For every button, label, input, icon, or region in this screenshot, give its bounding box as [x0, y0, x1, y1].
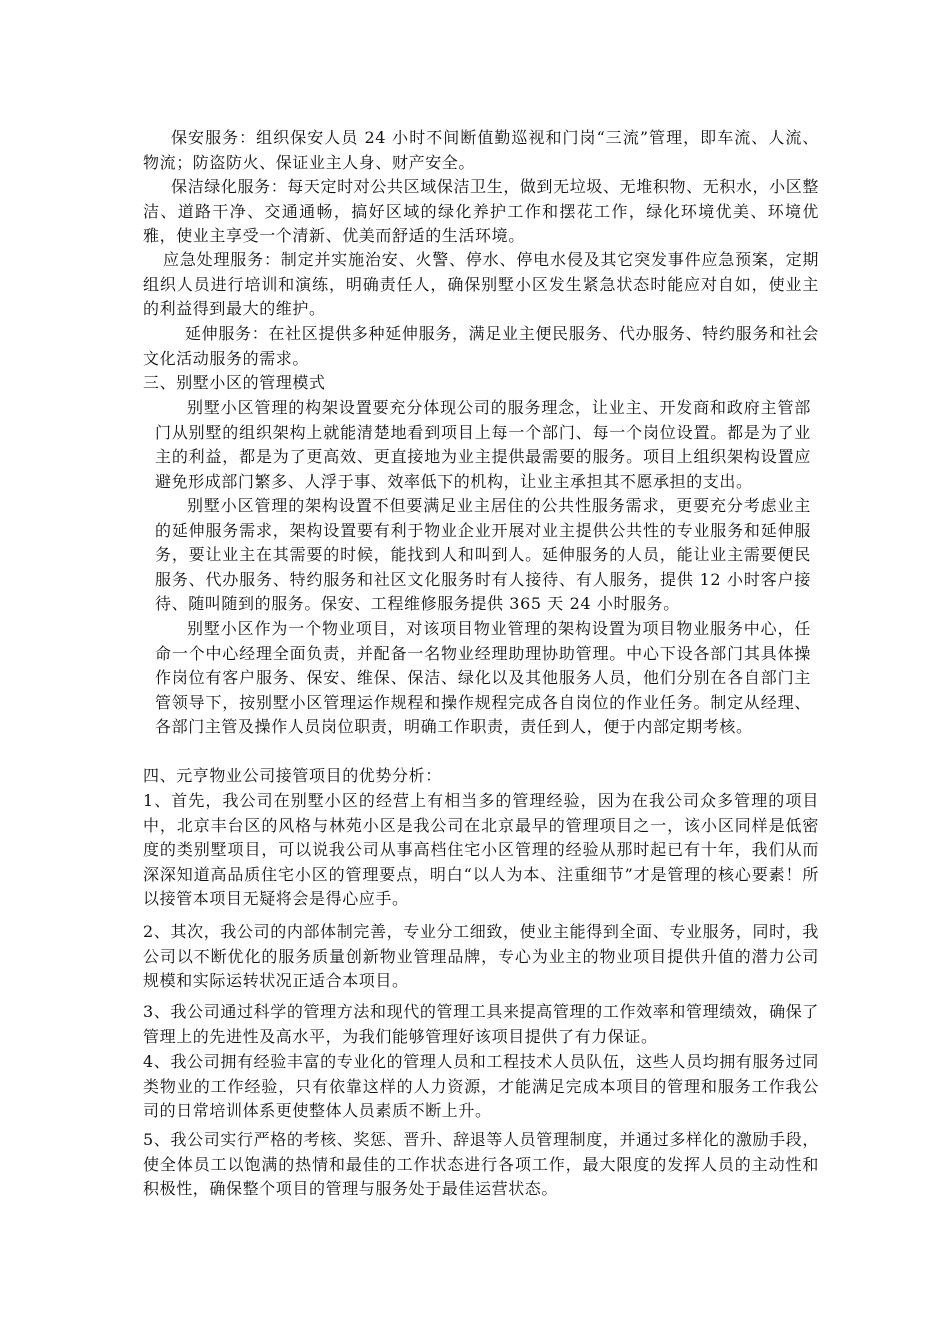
paragraph-advantage-2: 2、其次，我公司的内部体制完善，专业分工细致，使业主能得到全面、专业服务，同时，我公司以不断优化的服务质量创新物业管理品牌，专心为业主的物业项目提供升值的潜力公司规模和实际运转状况正适合本项目。 [143, 922, 819, 990]
paragraph-advantage-5: 5、我公司实行严格的考核、奖惩、晋升、辞退等人员管理制度，并通过多样化的激励手段，使全体员工以饱满的热情和最佳的工作状态进行各项工作，最大限度的发挥人员的主动性和积极性，确保整个项目的管理与服务处于最佳运营状态。 [143, 1130, 819, 1198]
paragraph-advantage-1: 1、首先，我公司在别墅小区的经营上有相当多的管理经验，因为在我公司众多管理的项目中，北京丰台区的风格与林苑小区是我公司在北京最早的管理项目之一，该小区同样是低密度的类别墅项目，可以说我公司从事高档住宅小区管理的经验从那时起已有十年，我们从而深深知道高品质住宅小区的管理要点，明白“以人为本、注重细节”才是管理的核心要素！所以接管本项目无疑将会是得心应手。 [143, 791, 819, 908]
paragraph-management-mode-1: 别墅小区管理的构架设置要充分体现公司的服务理念，让业主、开发商和政府主管部门从别墅的组织架构上就能清楚地看到项目上每一个部门、每一个岗位设置。都是为了业主的利益，都是为了更高效、更直接地为业主提供最需要的服务。项目上组织架构设置应避免形成部门繁多、人浮于事、效率低下的机构，让业主承担其不愿承担的支出。 [155, 398, 811, 491]
paragraph-management-mode-3: 别墅小区作为一个物业项目，对该项目物业管理的架构设置为项目物业服务中心，任命一个中心经理全面负责，并配备一名物业经理助理协助管理。中心下设各部门其具体操作岗位有客户服务、保安、维保、保洁、绿化以及其他服务人员，他们分别在各自部门主管领导下，按别墅小区管理运作规程和操作规程完成各自岗位的作业任务。制定从经理、各部门主管及操作人员岗位职责，明确工作职责，责任到人，便于内部定期考核。 [155, 619, 811, 736]
paragraph-advantage-3: 3、我公司通过科学的管理方法和现代的管理工具来提高管理的工作效率和管理绩效，确保了管理上的先进性及高水平，为我们能够管理好该项目提供了有力保证。 [143, 1002, 819, 1046]
section-heading-advantages: 四、元亨物业公司接管项目的优势分析： [143, 766, 442, 785]
paragraph-emergency-service: 应急处理服务：制定并实施治安、火警、停水、停电水侵及其它突发事件应急预案，定期组织人员进行培训和演练，明确责任人，确保别墅小区发生紧急状态时能应对自如，使业主的利益得到最大的维护。 [143, 250, 819, 318]
paragraph-management-mode-2: 别墅小区管理的架构设置不但要满足业主居住的公共性服务需求，更要充分考虑业主的延伸服务需求，架构设置要有利于物业企业开展对业主提供公共性的专业服务和延伸服务，要让业主在其需要的时候，能找到人和叫到人。延伸服务的人员，能让业主需要便民服务、代办服务、特约服务和社区文化服务时有人接待、有人服务，提供 12 小时客户接待、随叫随到的服务。保安、工程维修服务提供 365 天 24 小时服务。 [155, 496, 811, 613]
paragraph-security-service: 保安服务：组织保安人员 24 小时不间断值勤巡视和门岗“三流”管理，即车流、人流、物流；防盗防火、保证业主人身、财产安全。 [143, 128, 819, 172]
paragraph-advantage-4: 4、我公司拥有经验丰富的专业化的管理人员和工程技术人员队伍，这些人员均拥有服务过同类物业的工作经验，只有依靠这样的人力资源，才能满足完成本项目的管理和服务工作我公司的日常培训体系更使整体人员素质不断上升。 [143, 1052, 819, 1120]
paragraph-cleaning-greening-service: 保洁绿化服务：每天定时对公共区域保洁卫生，做到无垃圾、无堆积物、无积水，小区整洁、道路干净、交通通畅，搞好区域的绿化养护工作和摆花工作，绿化环境优美、环境优雅，使业主享受一个清新、优美而舒适的生活环境。 [143, 177, 819, 245]
section-heading-management-mode: 三、别墅小区的管理模式 [143, 373, 326, 392]
paragraph-extension-service: 延伸服务：在社区提供多种延伸服务，满足业主便民服务、代办服务、特约服务和社会文化活动服务的需求。 [143, 324, 819, 368]
